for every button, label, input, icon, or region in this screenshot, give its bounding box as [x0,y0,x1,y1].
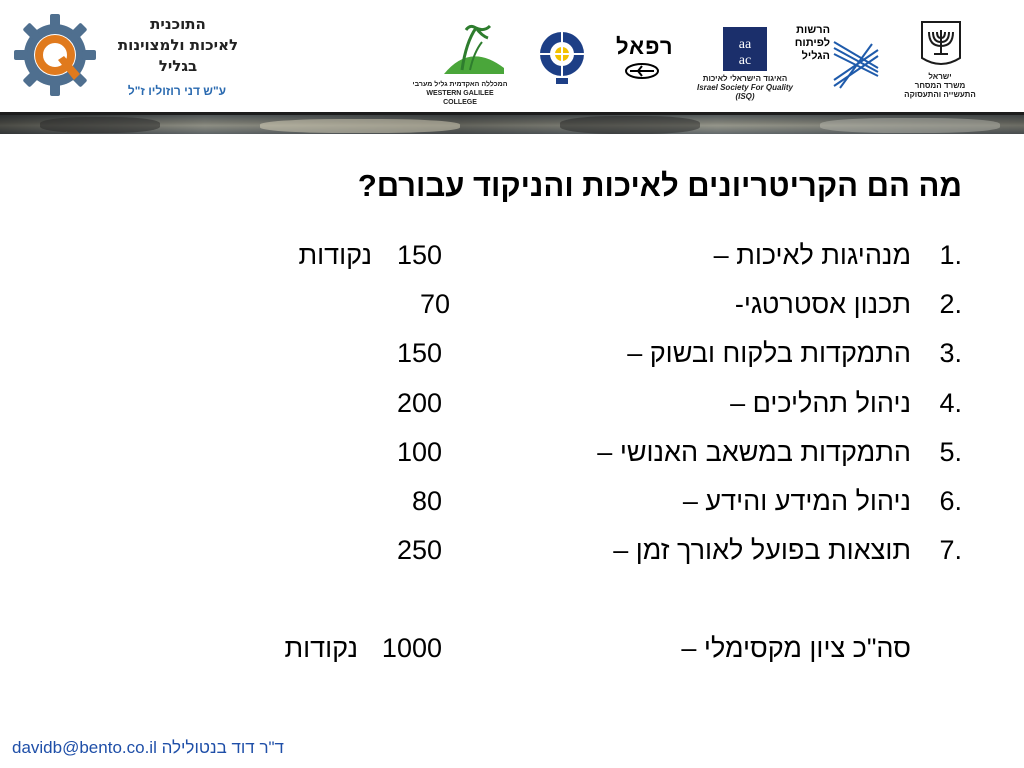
footer-contact: davidb@bento.co.il ד"ר דוד בנטולילה [12,738,284,757]
total-unit: נקודות [284,633,358,663]
item-score: 250 [396,535,442,565]
galilee-authority-logo [832,38,880,90]
item-score: 200 [396,388,442,418]
memorial-text: ע"ש דני רוזוליו ז"ל [127,84,227,98]
program-line: לאיכות ולמצוינות [117,36,239,54]
item-score: 70 [419,289,450,319]
item-score: 80 [411,486,442,516]
slide-title: מה הם הקריטריונים לאיכות והניקוד עבורם? [357,168,962,203]
criteria-item [0,388,1024,418]
state-emblem-icon [920,20,962,70]
item-label: מנהיגות לאיכות – [713,240,911,270]
ministry-caption: ישראל משרד המסחר התעשייה והתעסוקה [904,72,976,99]
item-number: 6. [939,486,962,516]
isq-logo [722,26,768,72]
item-score: 100 [396,437,442,467]
item-number: 7. [939,535,962,565]
item-number: 2. [939,289,962,319]
rafael-logo-text: רפאל [616,34,674,59]
item-score: 150 [396,240,442,270]
svg-text:ac: ac [738,53,752,68]
item-unit: נקודות [298,240,372,270]
item-label: ניהול המידע והידע – [682,486,911,516]
item-number: 3. [939,338,962,368]
item-number: 4. [939,388,962,418]
header-photo-strip [0,112,1024,134]
item-label: התמקדות במשאב האנושי – [597,437,911,467]
criteria-item [0,535,1024,565]
program-line: בגליל [158,57,198,75]
item-label: ניהול תהליכים – [730,388,911,418]
criteria-item [0,289,1024,319]
criteria-item [0,240,1024,270]
svg-text:aa: aa [738,37,752,52]
item-score: 150 [396,338,442,368]
total-label: סה"כ ציון מקסימלי – [681,633,911,663]
item-label: תכנון אסטרטגי- [734,289,911,319]
quality-gear-logo [14,14,96,96]
item-label: תוצאות בפועל לאורך זמן – [613,535,911,565]
college-logo [440,22,508,78]
header [0,0,1024,112]
galilee-authority-text: הרשות לפיתוח הגליל [794,24,830,62]
total-row [0,633,1024,663]
program-line: התוכנית [150,15,206,33]
item-number: 1. [939,240,962,270]
isq-caption: האיגוד הישראלי לאיכות Israel Society For Quality (ISQ) [696,74,794,101]
emblem-gear-logo [536,28,588,88]
college-caption: המכללה האקדמית גליל מערבי WESTERN GALILEE COLLEGE [412,81,508,106]
item-label: התמקדות בלקוח ובשוק – [627,338,911,368]
total-score: 1000 [381,633,442,663]
rafael-mark-icon [624,62,660,80]
program-name [108,14,248,77]
criteria-item [0,486,1024,516]
item-number: 5. [939,437,962,467]
criteria-item [0,437,1024,467]
criteria-item [0,338,1024,368]
